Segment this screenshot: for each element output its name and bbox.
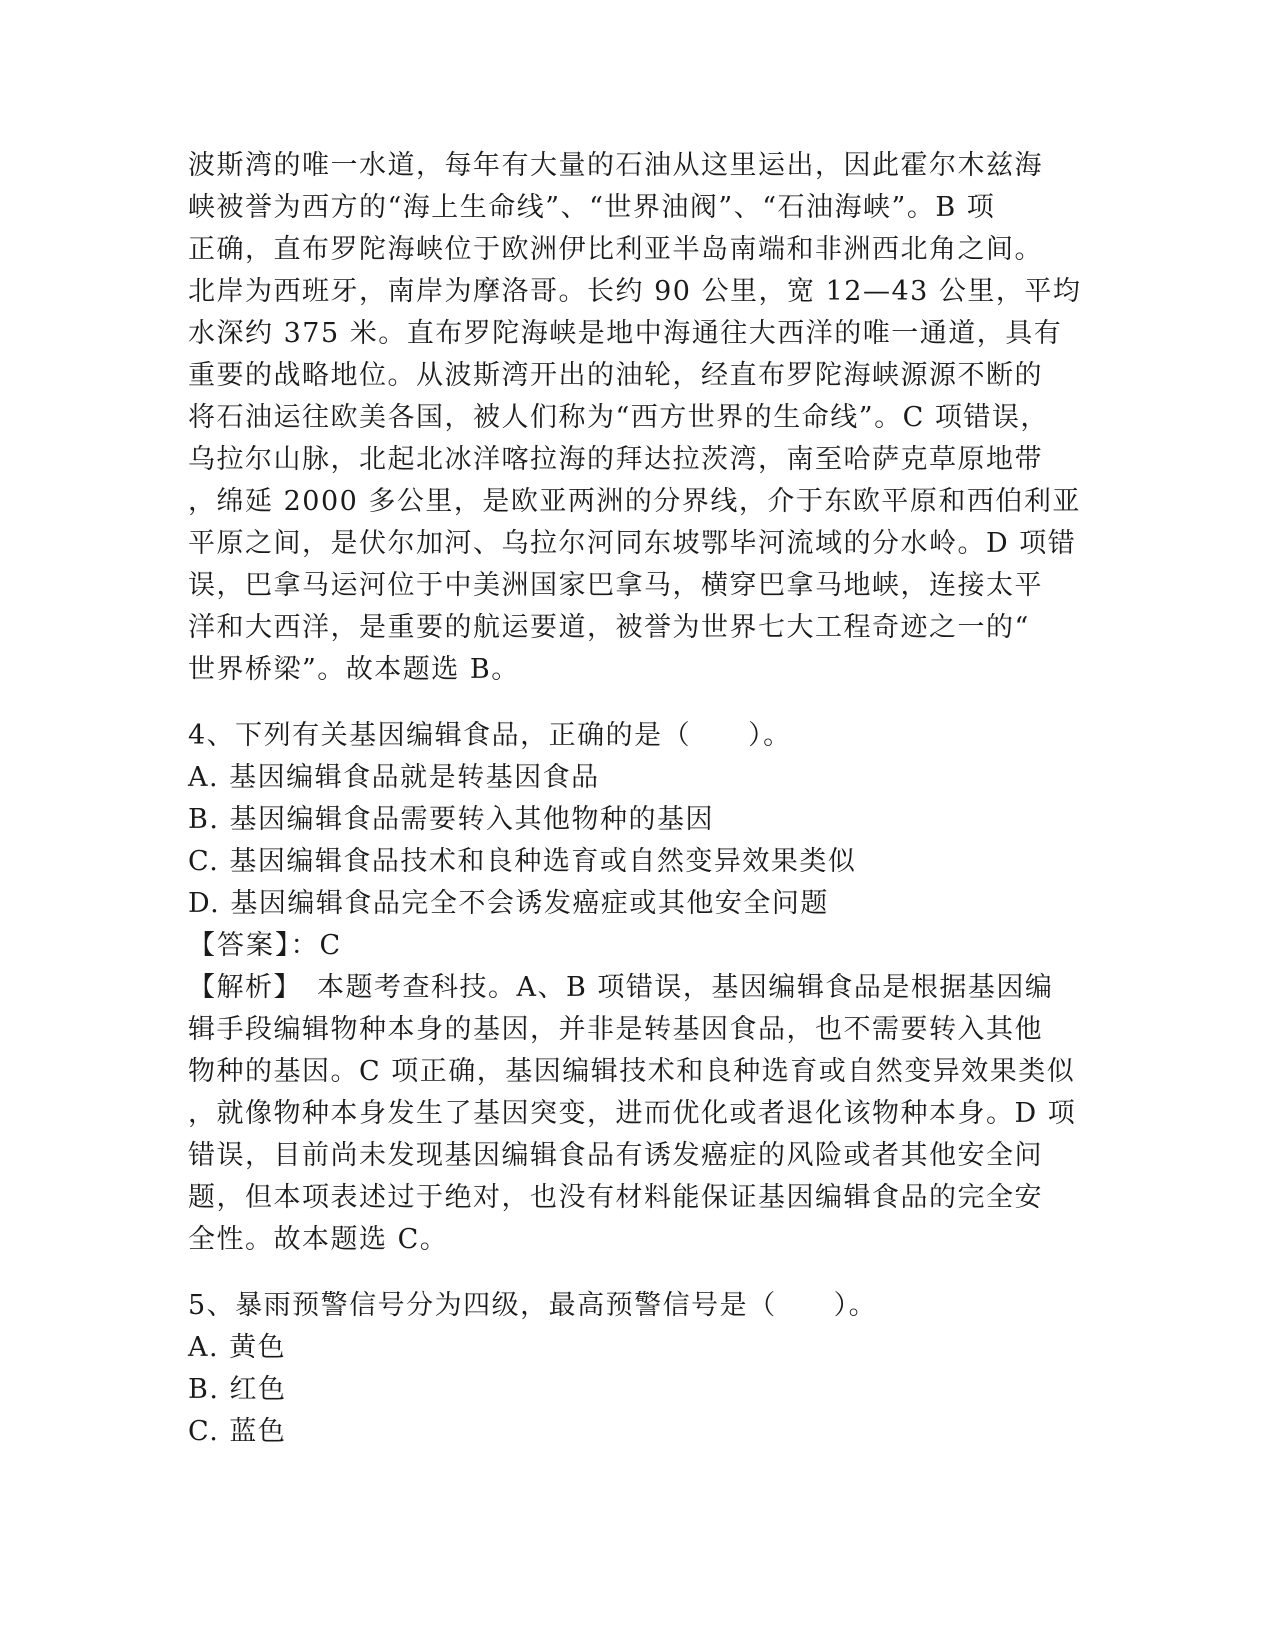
explanation-line: ，绵延 2000 多公里，是欧亚两洲的分界线，介于东欧平原和西伯利亚 <box>188 486 1081 517</box>
explanation-line: 乌拉尔山脉，北起北冰洋喀拉海的拜达拉茨湾，南至哈萨克草原地带 <box>188 444 1043 475</box>
explanation-line: ，就像物种本身发生了基因突变，进而优化或者退化该物种本身。D 项 <box>188 1098 1077 1129</box>
explanation-line: 正确，直布罗陀海峡位于欧洲伊比利亚半岛南端和非洲西北角之间。 <box>188 234 1043 265</box>
explanation-line: 题，但本项表述过于绝对，也没有材料能保证基因编辑食品的完全安 <box>188 1182 1043 1213</box>
question-stem: 4、下列有关基因编辑食品，正确的是（ ）。 <box>188 720 792 751</box>
option-b: B. 基因编辑食品需要转入其他物种的基因 <box>188 804 715 835</box>
option-c: C. 基因编辑食品技术和良种选育或自然变异效果类似 <box>188 846 857 877</box>
spacer <box>188 1261 1088 1285</box>
previous-explanation <box>188 145 1088 691</box>
explanation-line: 误，巴拿马运河位于中美洲国家巴拿马，横穿巴拿马地峡，连接太平 <box>188 570 1043 601</box>
explanation-line: 【解析】 本题考查科技。A、B 项错误，基因编辑食品是根据基因编 <box>188 972 1054 1003</box>
option-d: D. 基因编辑食品完全不会诱发癌症或其他安全问题 <box>188 888 829 919</box>
explanation-line: 波斯湾的唯一水道，每年有大量的石油从这里运出，因此霍尔木兹海 <box>188 150 1043 181</box>
explanation-line: 北岸为西班牙，南岸为摩洛哥。长约 90 公里，宽 12—43 公里，平均 <box>188 276 1082 307</box>
explanation-line: 全性。故本题选 C。 <box>188 1224 449 1255</box>
option-c: C. 蓝色 <box>188 1416 287 1447</box>
explanation-line: 洋和大西洋，是重要的航运要道，被誉为世界七大工程奇迹之一的“ <box>188 612 1030 643</box>
spacer <box>188 691 1088 715</box>
option-a: A. 基因编辑食品就是转基因食品 <box>188 762 600 793</box>
question-5 <box>188 1285 1088 1453</box>
question-4 <box>188 715 1088 1261</box>
explanation-line: 将石油运往欧美各国，被人们称为“西方世界的生命线”。C 项错误， <box>188 402 1049 433</box>
explanation-line: 水深约 375 米。直布罗陀海峡是地中海通往大西洋的唯一通道，具有 <box>188 318 1063 349</box>
option-b: B. 红色 <box>188 1374 287 1405</box>
explanation-line: 平原之间，是伏尔加河、乌拉尔河同东坡鄂毕河流域的分水岭。D 项错 <box>188 528 1077 559</box>
explanation-line: 错误，目前尚未发现基因编辑食品有诱发癌症的风险或者其他安全问 <box>188 1140 1043 1171</box>
option-a: A. 黄色 <box>188 1332 287 1363</box>
explanation-line: 世界桥梁”。故本题选 B。 <box>188 654 520 685</box>
explanation-line: 峡被誉为西方的“海上生命线”、“世界油阀”、“石油海峡”。B 项 <box>188 192 996 223</box>
document-page <box>188 145 1088 1453</box>
question-stem: 5、暴雨预警信号分为四级，最高预警信号是（ ）。 <box>188 1290 878 1321</box>
explanation-line: 辑手段编辑物种本身的基因，并非是转基因食品，也不需要转入其他 <box>188 1014 1043 1045</box>
explanation-line: 重要的战略地位。从波斯湾开出的油轮，经直布罗陀海峡源源不断的 <box>188 360 1043 391</box>
explanation-line: 物种的基因。C 项正确，基因编辑技术和良种选育或自然变异效果类似 <box>188 1056 1076 1087</box>
answer-line: 【答案】：C <box>188 930 343 961</box>
